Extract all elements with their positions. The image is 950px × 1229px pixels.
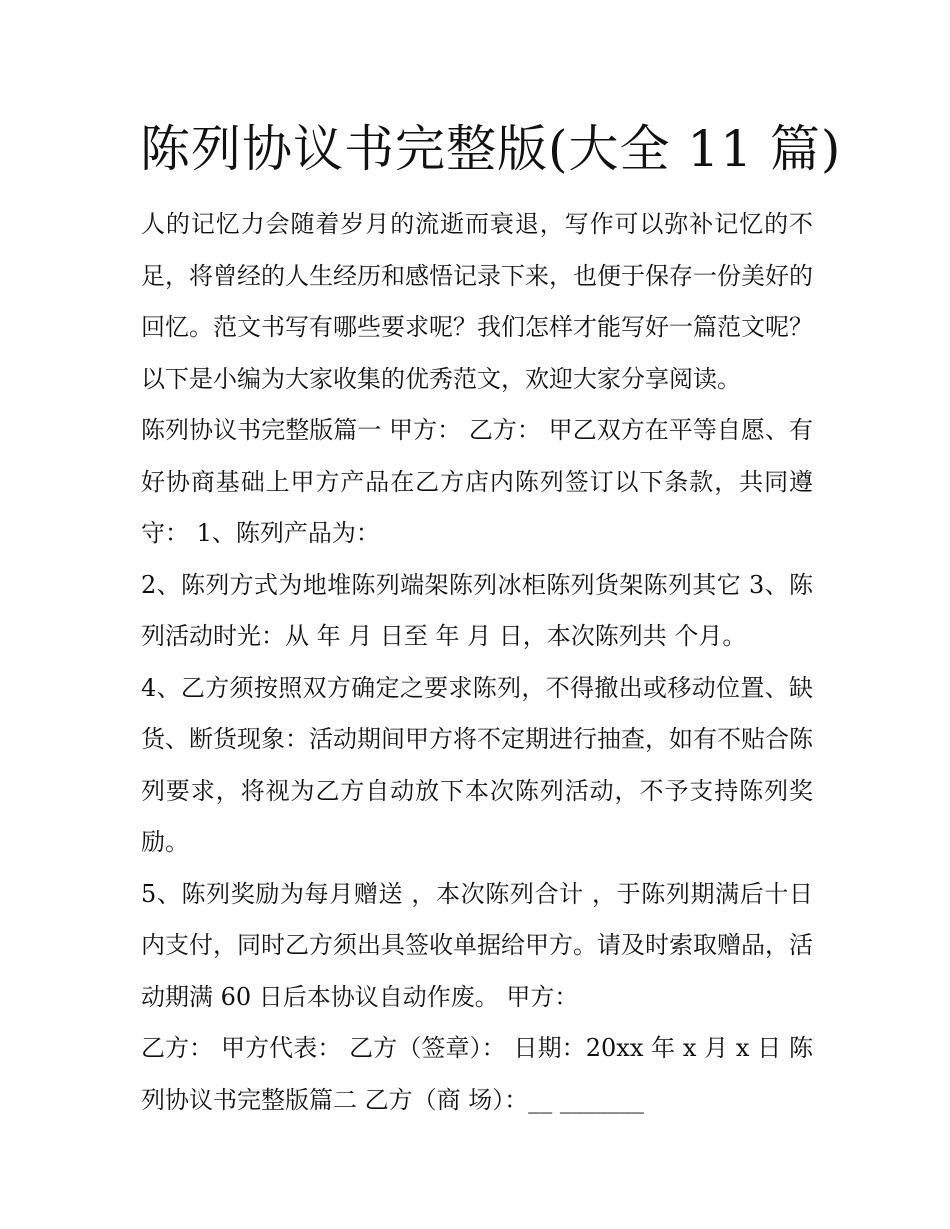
paragraph-clause-5: 5、陈列奖励为每月赠送 ，本次陈列合计 ，于陈列期满后十日内支付，同时乙方须出具签收单据给甲方。请及时索取赠品，活动期满 60 日后本协议自动作废。 甲方： bbox=[141, 879, 813, 1011]
paragraph-clause-4: 4、乙方须按照双方确定之要求陈列，不得撤出或移动位置、缺货、断货现象：活动期间甲方将不定期进行抽查，如有不贴合陈列要求，将视为乙方自动放下本次陈列活动，不予支持陈列奖励。 bbox=[141, 673, 813, 856]
paragraph-article-1: 陈列协议书完整版篇一 甲方： 乙方： 甲乙双方在平等自愿、有好协商基础上甲方产品在乙方店内陈列签订以下条款，共同遵守： 1、陈列产品为： bbox=[141, 416, 813, 547]
paragraph-intro: 人的记忆力会随着岁月的流逝而衰退，写作可以弥补记忆的不足，将曾经的人生经历和感悟记录下来，也便于保存一份美好的回忆。范文书写有哪些要求呢？我们怎样才能写好一篇范文呢？以下是小编为大家收集的优秀范文，欢迎大家分享阅读。 bbox=[141, 210, 813, 393]
paragraph-clause-2-3: 2、陈列方式为地堆陈列端架陈列冰柜陈列货架陈列其它 3、陈列活动时光：从 年 月 日至 年 月 日，本次陈列共 个月。 bbox=[141, 570, 813, 650]
document-body bbox=[141, 199, 813, 1126]
paragraph-signatures: 乙方： 甲方代表： 乙方（签章）： 日期：20xx 年 x 月 x 日 陈列协议书完整版篇二 乙方（商 场）：__ _______ bbox=[141, 1034, 813, 1114]
document-title: 陈列协议书完整版(大全 11 篇) bbox=[140, 120, 842, 178]
